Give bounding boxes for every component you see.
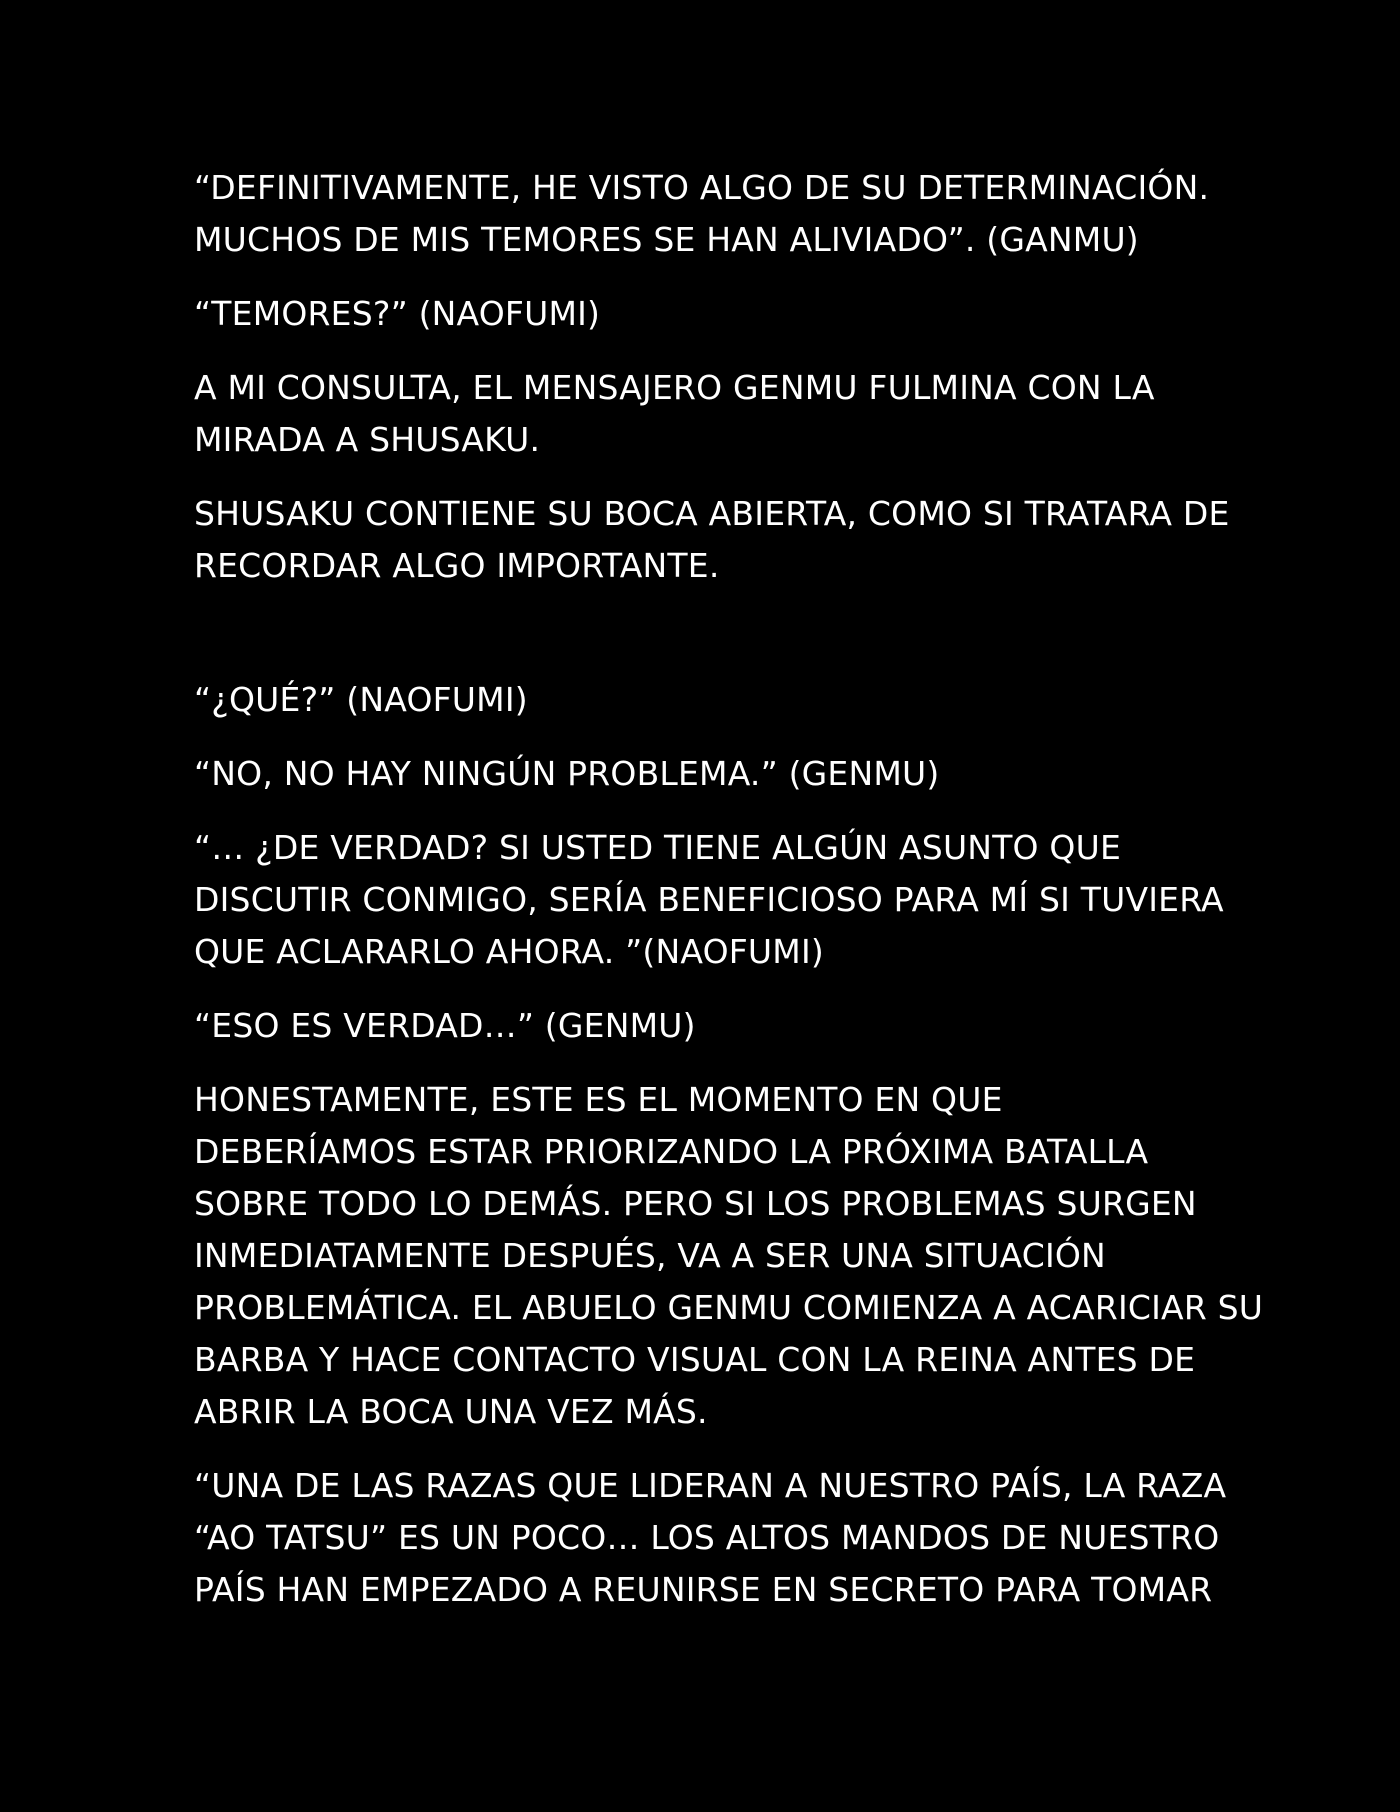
text-line: “NO, NO HAY NINGÚN PROBLEMA.” (GENMU)	[194, 754, 940, 793]
text-line: BARBA Y HACE CONTACTO VISUAL CON LA REINA ANTES DE	[194, 1340, 1196, 1379]
text-line: MUCHOS DE MIS TEMORES SE HAN ALIVIADO”. (GANMU)	[194, 220, 1139, 259]
text-line: “DEFINITIVAMENTE, HE VISTO ALGO DE SU DETERMINACIÓN.	[194, 168, 1210, 207]
text-line: HONESTAMENTE, ESTE ES EL MOMENTO EN QUE	[194, 1080, 1003, 1119]
paragraph	[194, 362, 1224, 466]
text-block	[194, 162, 1264, 1638]
text-line: RECORDAR ALGO IMPORTANTE.	[194, 546, 720, 585]
text-line: A MI CONSULTA, EL MENSAJERO GENMU FULMINA CON LA	[194, 368, 1155, 407]
text-line: QUE ACLARARLO AHORA. ”(NAOFUMI)	[194, 932, 824, 971]
text-line: “ESO ES VERDAD…” (GENMU)	[194, 1006, 696, 1045]
text-line: “AO TATSU” ES UN POCO… LOS ALTOS MANDOS DE NUESTRO	[194, 1518, 1220, 1557]
text-line: INMEDIATAMENTE DESPUÉS, VA A SER UNA SITUACIÓN	[194, 1236, 1106, 1275]
text-line: “… ¿DE VERDAD? SI USTED TIENE ALGÚN ASUNTO QUE	[194, 828, 1121, 867]
text-line: SHUSAKU CONTIENE SU BOCA ABIERTA, COMO SI TRATARA DE	[194, 494, 1230, 533]
text-line: MIRADA A SHUSAKU.	[194, 420, 541, 459]
section-spacer	[194, 614, 1224, 674]
text-line: PAÍS HAN EMPEZADO A REUNIRSE EN SECRETO PARA TOMAR	[194, 1570, 1213, 1609]
text-line: “¿QUÉ?” (NAOFUMI)	[194, 680, 528, 719]
paragraph	[194, 1074, 1264, 1438]
paragraph	[194, 1460, 1227, 1616]
text-line: DEBERÍAMOS ESTAR PRIORIZANDO LA PRÓXIMA BATALLA	[194, 1132, 1149, 1171]
paragraph	[194, 674, 1224, 726]
paragraph	[194, 162, 1224, 266]
paragraph	[194, 822, 1224, 978]
text-line: SOBRE TODO LO DEMÁS. PERO SI LOS PROBLEMAS SURGEN	[194, 1184, 1197, 1223]
text-line: DISCUTIR CONMIGO, SERÍA BENEFICIOSO PARA MÍ SI TUVIERA	[194, 880, 1224, 919]
text-line: PROBLEMÁTICA. EL ABUELO GENMU COMIENZA A ACARICIAR SU	[194, 1288, 1264, 1327]
text-line: ABRIR LA BOCA UNA VEZ MÁS.	[194, 1392, 708, 1431]
paragraph	[194, 748, 1224, 800]
paragraph	[194, 288, 1224, 340]
paragraph	[194, 1000, 1224, 1052]
text-line: “UNA DE LAS RAZAS QUE LIDERAN A NUESTRO PAÍS, LA RAZA	[194, 1466, 1227, 1505]
paragraph	[194, 488, 1230, 592]
text-line: “TEMORES?” (NAOFUMI)	[194, 294, 601, 333]
